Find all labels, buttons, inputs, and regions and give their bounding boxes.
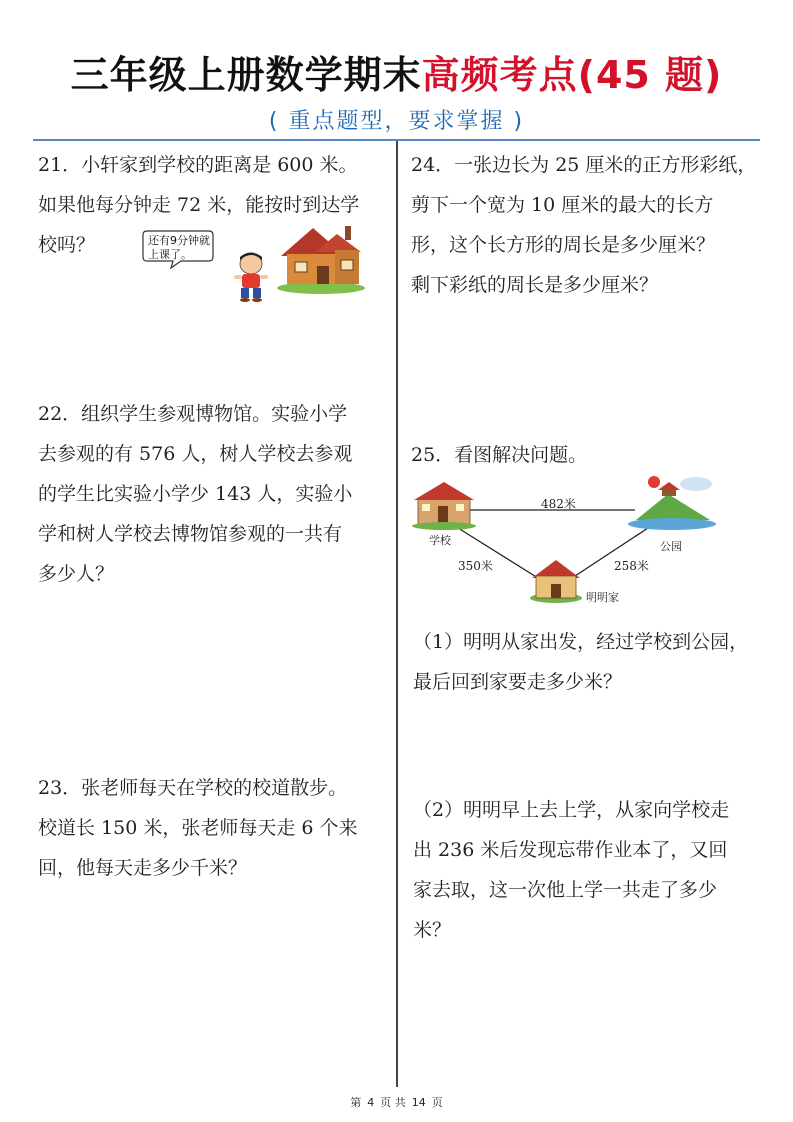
page-footer — [0, 1094, 793, 1110]
home-label: 明明家 — [586, 591, 619, 604]
q25-intro: 25．看图解决问题。 — [411, 444, 588, 466]
q23-line-2: 校道长 150 米，张老师每天走 6 个来 — [38, 817, 358, 839]
q25-part2-line-2: 出 236 米后发现忘带作业本了，又回 — [413, 839, 728, 861]
speech-line-1: 还有9分钟就 — [148, 234, 210, 247]
distance-school-park: 482米 — [541, 497, 576, 511]
q22-line-5: 多少人？ — [38, 563, 115, 585]
speech-line-2: 上课了。 — [148, 248, 192, 261]
footer-suffix: 页 — [431, 1096, 443, 1109]
distance-home-park: 258米 — [614, 559, 649, 573]
q25-part1-line-2: 最后回到家要走多少米？ — [413, 671, 623, 693]
boy-icon — [230, 250, 272, 302]
q22-line-4: 学和树人学校去博物馆参观的一共有 — [38, 523, 343, 545]
footer-prefix: 第 — [350, 1096, 362, 1109]
school-icon — [412, 482, 476, 530]
q24-line-4: 剩下彩纸的周长是多少厘米？ — [411, 274, 659, 296]
home-icon — [530, 560, 582, 603]
speech-text — [148, 234, 212, 262]
q24-line-1: 24．一张边长为 25 厘米的正方形彩纸， — [411, 154, 757, 176]
house-icon — [275, 222, 367, 294]
footer-mid: 页 共 — [380, 1096, 406, 1109]
school-label: 学校 — [429, 534, 451, 547]
q21-line-2: 如果他每分钟走 72 米，能按时到达学 — [38, 194, 360, 216]
q24-line-3: 形，这个长方形的周长是多少厘米？ — [411, 234, 716, 256]
footer-page-number: 4 — [367, 1096, 375, 1109]
distance-school-home: 350米 — [458, 559, 493, 573]
q25-part2-line-4: 米？ — [413, 919, 452, 941]
q23-line-3: 回，他每天走多少千米？ — [38, 857, 248, 879]
q21-line-1: 21．小轩家到学校的距离是 600 米。 — [38, 154, 358, 176]
page-title — [0, 44, 793, 99]
footer-total-pages: 14 — [411, 1096, 426, 1109]
column-divider — [396, 141, 398, 1087]
title-red-part: 高频考点(45 题) — [421, 53, 723, 97]
question-22 — [38, 394, 352, 594]
q22-line-2: 去参观的有 576 人，树人学校去参观 — [38, 443, 353, 465]
q22-line-1: 22．组织学生参观博物馆。实验小学 — [38, 403, 348, 425]
q25-part2-line-1: （2）明明早上去上学，从家向学校走 — [413, 799, 730, 821]
q22-line-3: 的学生比实验小学少 143 人，实验小 — [38, 483, 353, 505]
q23-line-1: 23．张老师每天在学校的校道散步。 — [38, 777, 348, 799]
park-icon — [628, 476, 716, 530]
question-25-part-1 — [413, 622, 748, 702]
title-black-part: 三年级上册数学期末 — [70, 53, 422, 97]
q25-part1-line-1: （1）明明从家出发，经过学校到公园， — [413, 631, 749, 653]
question-25-intro — [411, 435, 587, 475]
question-24 — [411, 145, 756, 305]
page-subtitle: ( 重点题型，要求掌握 ) — [268, 109, 525, 134]
question-25-part-2 — [413, 790, 729, 950]
park-label: 公园 — [660, 540, 682, 553]
question-23 — [38, 768, 358, 888]
q25-part2-line-3: 家去取，这一次他上学一共走了多少 — [413, 879, 718, 901]
q21-line-3: 校吗？ — [38, 234, 96, 256]
route-map — [410, 470, 730, 610]
q24-line-2: 剪下一个宽为 10 厘米的最大的长方 — [411, 194, 714, 216]
